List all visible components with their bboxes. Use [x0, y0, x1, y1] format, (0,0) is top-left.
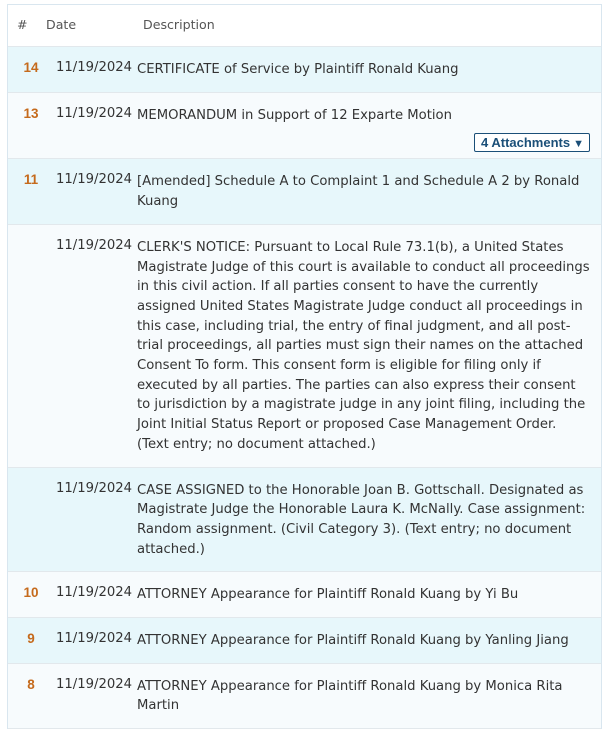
entry-description: CERTIFICATE of Service by Plaintiff Ronald Kuang [137, 62, 459, 77]
docket-entry-8 [8, 664, 601, 729]
entry-date: 11/19/2024 [56, 676, 133, 692]
entry-description: CLERK'S NOTICE: Pursuant to Local Rule 73.1(b), a United States Magistrate Judge of this court is available to conduct all proceedings in this civil action. If all parties consent to have the currently assigned United States Magistrate Judge conduct all proceedings in this case, including trial, the entry of final judgment, and all post-trial proceedings, all parties must sign their names on the attached Consent To form. This consent form is eligible for filing only if executed by all parties. The parties can also express their consent to jurisdiction by a magistrate judge in any joint filing, including the Joint Initial Status Report or proposed Case Management Order. (Text entry; no document attached.) [137, 239, 590, 452]
docket-entry-11 [8, 159, 601, 224]
entry-number: 13 [23, 105, 39, 121]
entry-number: 14 [23, 60, 39, 75]
entry-date: 11/19/2024 [56, 105, 133, 121]
column-header-description: Description [143, 17, 215, 32]
attachments-toggle-button[interactable] [474, 133, 590, 152]
docket-entry-13 [8, 93, 601, 160]
entry-number: 8 [27, 676, 35, 692]
docket-entry-9 [8, 618, 601, 664]
entry-date: 11/19/2024 [56, 631, 133, 647]
docket-entry-case-assigned [8, 468, 601, 573]
entry-date: 11/19/2024 [56, 480, 133, 496]
entry-number: 9 [27, 631, 35, 647]
triangle-down-icon: ▼ [573, 138, 584, 151]
entry-description: CASE ASSIGNED to the Honorable Joan B. Gottschall. Designated as Magistrate Judge the Honorable Laura K. McNally. Case assignment: Random assignment. (Civil Category 3). (Text entry; no document attached.) [137, 482, 586, 557]
entry-date: 11/19/2024 [56, 60, 133, 75]
entry-number: 11 [23, 172, 39, 188]
entry-date: 11/19/2024 [56, 237, 133, 253]
docket-entry-14 [8, 47, 601, 93]
entry-description: ATTORNEY Appearance for Plaintiff Ronald Kuang by Monica Rita Martin [137, 678, 563, 714]
attachments-label: 4 Attachments [481, 135, 571, 151]
entry-description: [Amended] Schedule A to Complaint 1 and Schedule A 2 by Ronald Kuang [137, 174, 580, 210]
attachments-container [8, 133, 601, 158]
entry-number: 10 [23, 585, 39, 601]
docket-entry-clerks-notice [8, 225, 601, 468]
table-header [8, 5, 601, 47]
entry-date: 11/19/2024 [56, 172, 133, 188]
entry-description: ATTORNEY Appearance for Plaintiff Ronald Kuang by Yi Bu [137, 587, 519, 603]
column-header-date: Date [46, 17, 77, 32]
docket-entry-10 [8, 572, 601, 618]
column-header-number: # [17, 17, 28, 32]
entry-date: 11/19/2024 [56, 585, 133, 601]
entry-description: ATTORNEY Appearance for Plaintiff Ronald Kuang by Yanling Jiang [137, 633, 569, 649]
docket-table [7, 4, 602, 729]
entry-description: MEMORANDUM in Support of 12 Exparte Motion [137, 107, 452, 123]
